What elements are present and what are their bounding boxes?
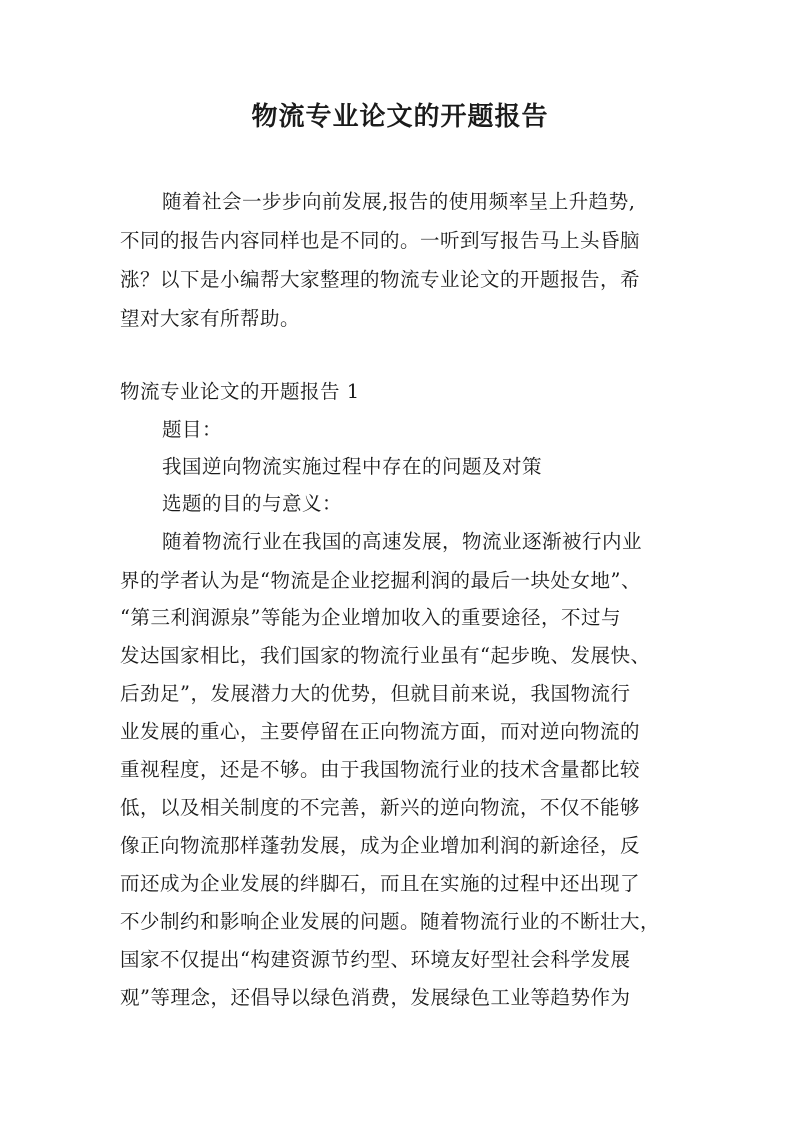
topic-label: 题目： xyxy=(162,418,223,441)
topic-value: 我国逆向物流实施过程中存在的问题及对策 xyxy=(162,455,543,478)
body-line: 发达国家相比，我们国家的物流行业虽有“起步晚、发展快、 xyxy=(120,644,651,667)
body-line: 重视程度，还是不够。由于我国物流行业的技术含量都比较 xyxy=(120,758,641,781)
body-line: 像正向物流那样蓬勃发展，成为企业增加利润的新途径，反 xyxy=(120,834,641,857)
body-line: 而还成为企业发展的绊脚石，而且在实施的过程中还出现了 xyxy=(120,872,641,895)
body-line: “第三利润源泉”等能为企业增加收入的重要途径，不过与 xyxy=(120,606,621,629)
body-line: 观”等理念，还倡导以绿色消费，发展绿色工业等趋势作为 xyxy=(120,986,631,1009)
intro-line-3: 涨？以下是小编帮大家整理的物流专业论文的开题报告，希 xyxy=(120,268,641,291)
intro-line-1: 随着社会一步步向前发展,报告的使用频率呈上升趋势, xyxy=(162,190,636,213)
body-line: 界的学者认为是“物流是企业挖掘利润的最后一块处女地”、 xyxy=(120,569,641,592)
body-line: 不少制约和影响企业发展的问题。随着物流行业的不断壮大， xyxy=(120,910,661,933)
document-title: 物流专业论文的开题报告 xyxy=(251,102,549,132)
body-line: 国家不仅提出“构建资源节约型、环境友好型社会科学发展 xyxy=(120,948,631,971)
intro-line-2: 不同的报告内容同样也是不同的。一听到写报告马上头昏脑 xyxy=(120,229,641,252)
body-line: 业发展的重心，主要停留在正向物流方面，而对逆向物流的 xyxy=(120,720,641,743)
intro-line-4: 望对大家有所帮助。 xyxy=(120,307,301,330)
body-line: 后劲足”，发展潜力大的优势，但就目前来说，我国物流行 xyxy=(120,682,631,705)
purpose-label: 选题的目的与意义： xyxy=(162,492,343,515)
body-line: 随着物流行业在我国的高速发展，物流业逐渐被行内业 xyxy=(162,530,643,553)
body-line: 低，以及相关制度的不完善，新兴的逆向物流，不仅不能够 xyxy=(120,796,641,819)
section-heading: 物流专业论文的开题报告 1 xyxy=(120,380,360,403)
